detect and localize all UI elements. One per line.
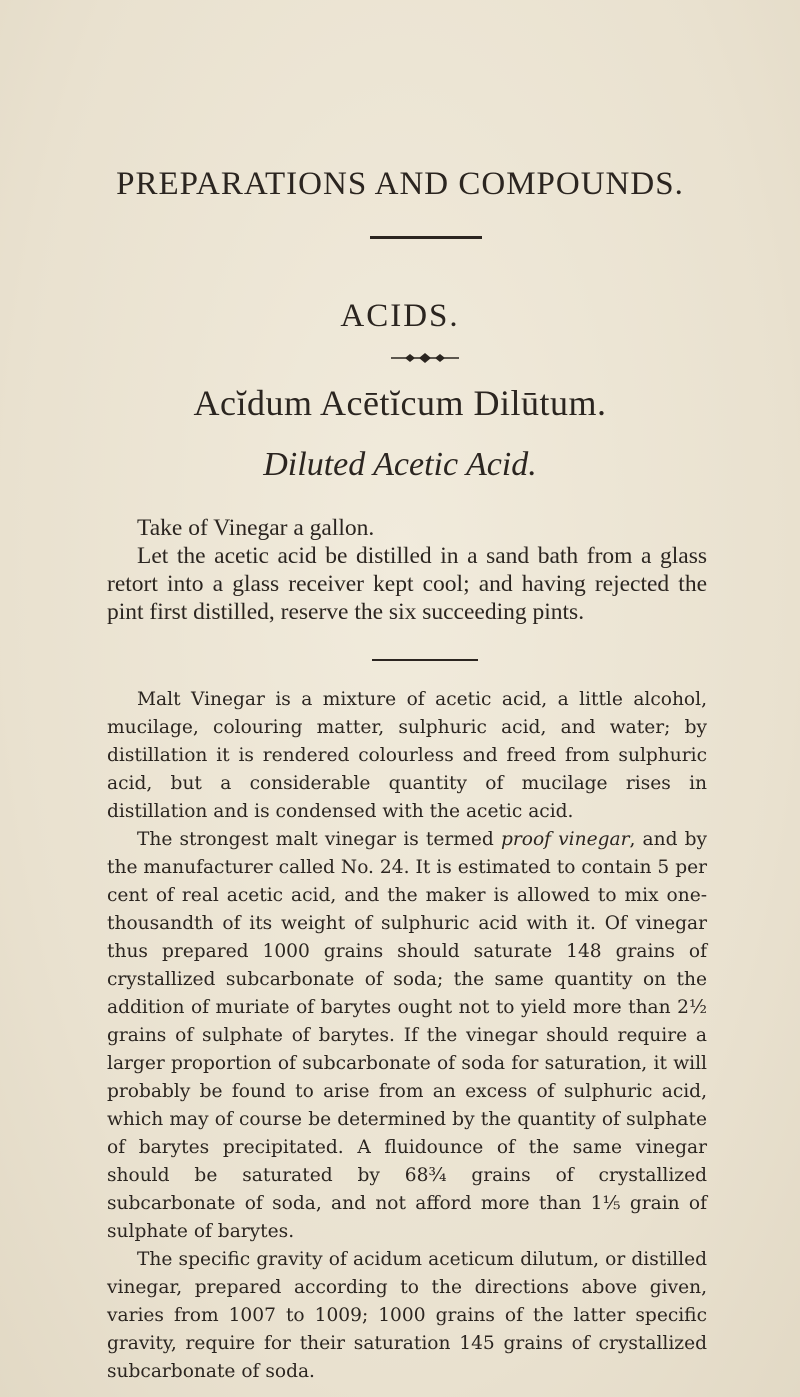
notes-paragraph-1: Malt Vinegar is a mixture of acetic acid, a little alcohol, mucilage, colouring matter, sulphuric acid, and water; by distillation it is rendered colourless and freed from sulphuric acid, but a considerable quantity of mucilage rises in distillation and is condensed with the acetic acid. [107, 689, 707, 822]
section-title: ACIDS. [340, 298, 460, 334]
recipe-block [107, 514, 707, 626]
notes-paragraph-2-rest: , and by the manufacturer called No. 24. It is estimated to contain 5 per cent of real acetic acid, and the maker is allowed to mix one-thousandth of its weight of sulphuric acid with it. Of vinegar thus prepared 1000 grains should saturate 148 grains of crystallized subcarbonate of soda; the same quantity on the addition of muriate of barytes ought not to yield more than 2½ grains of sulphate of barytes. If the vinegar should require a larger proportion of subcarbonate of soda for saturation, it will probably be found to arise from an excess of sulphuric acid, which may of course be determined by the quantity of sulphate of barytes precipitated. A fluidounce of the same vinegar should be saturated by 68¾ grains of crystallized subcarbonate of soda, and not afford more than 1⅕ grain of sulphate of barytes. [107, 829, 708, 1242]
notes-paragraph-2 [107, 826, 707, 1246]
english-name: Diluted Acetic Acid. [263, 446, 537, 483]
recipe-line-2: Let the acetic acid be distilled in a sand bath from a glass retort into a glass receiver kept cool; and having rejected the pint first distilled, reserve the six succeeding pints. [107, 543, 707, 625]
ornament-divider-icon [389, 352, 461, 364]
section-rule [372, 659, 478, 661]
running-title: PREPARATIONS AND COMPOUNDS. [116, 166, 684, 202]
latin-name: Acĭdum Acētĭcum Dilūtum. [193, 383, 607, 423]
header-rule [370, 236, 482, 239]
notes-paragraph-2-start: The strongest malt vinegar is termed [137, 829, 501, 850]
notes-block [107, 686, 707, 1386]
recipe-line-1: Take of Vinegar a gallon. [137, 515, 375, 541]
proof-vinegar-term: proof vinegar [500, 829, 630, 850]
notes-paragraph-3: The specific gravity of acidum aceticum dilutum, or distilled vinegar, prepared according to the directions above given, varies from 1007 to 1009; 1000 grains of the latter specific gravity, require for their saturation 145 grains of crystallized subcarbonate of soda. [107, 1249, 707, 1382]
